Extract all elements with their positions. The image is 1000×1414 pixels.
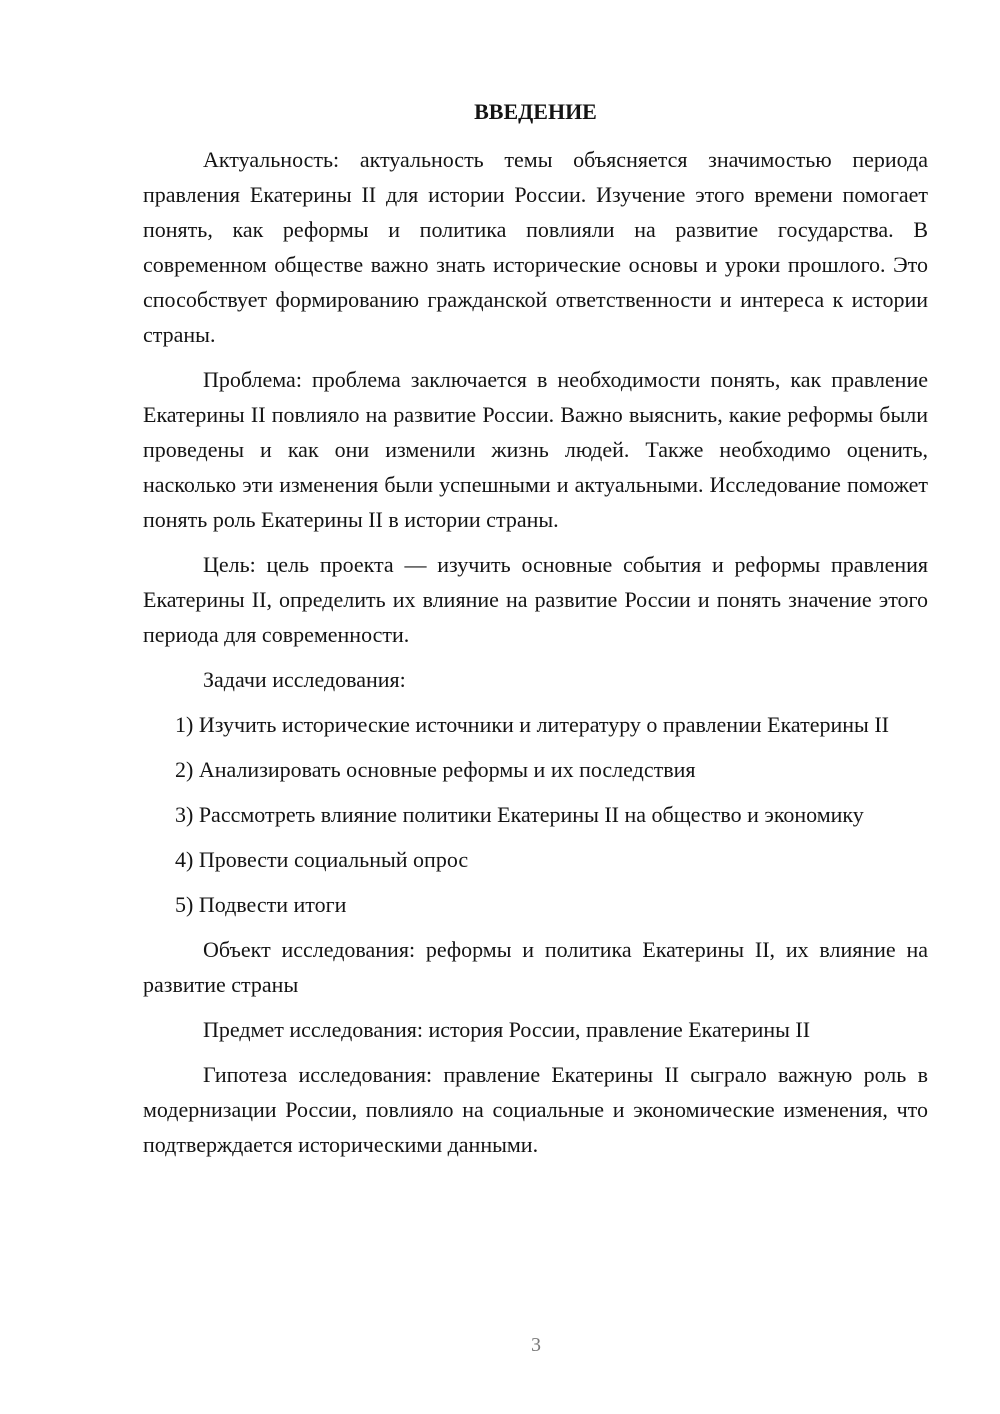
paragraph-problem: Проблема: проблема заключается в необходимости понять, как правление Екатерины II повлияло на развитие России. Важно выяснить, какие реформы были проведены и как они изменили жизнь людей. Также необходимо оценить, насколько эти изменения были успешными и актуальными. Исследование поможет понять роль Екатерины II в истории страны. (143, 367, 928, 532)
task-item-3: 3) Рассмотреть влияние политики Екатерины II на общество и экономику (175, 802, 864, 827)
page-number: 3 (531, 1334, 541, 1356)
task-item-1: 1) Изучить исторические источники и литературу о правлении Екатерины II (175, 712, 889, 737)
task-item-2: 2) Анализировать основные реформы и их последствия (175, 757, 696, 782)
paragraph-hypothesis: Гипотеза исследования: правление Екатерины II сыграло важную роль в модернизации России, повлияло на социальные и экономические изменения, что подтверждается историческими данными. (143, 1062, 928, 1157)
page-content (143, 94, 928, 1172)
task-item-5: 5) Подвести итоги (175, 892, 347, 917)
paragraph-subject: Предмет исследования: история России, правление Екатерины II (203, 1017, 811, 1042)
section-title: ВВЕДЕНИЕ (474, 99, 597, 124)
paragraph-relevance: Актуальность: актуальность темы объясняется значимостью периода правления Екатерины II для истории России. Изучение этого времени помогает понять, как реформы и политика повлияли на развитие государства. В современном обществе важно знать исторические основы и уроки прошлого. Это способствует формированию гражданской ответственности и интереса к истории страны. (143, 147, 928, 347)
paragraph-object: Объект исследования: реформы и политика Екатерины II, их влияние на развитие страны (143, 937, 928, 997)
paragraph-tasks-heading: Задачи исследования: (203, 667, 406, 692)
paragraph-goal: Цель: цель проекта — изучить основные события и реформы правления Екатерины II, определить их влияние на развитие России и понять значение этого периода для современности. (143, 552, 928, 647)
task-item-4: 4) Провести социальный опрос (175, 847, 469, 872)
